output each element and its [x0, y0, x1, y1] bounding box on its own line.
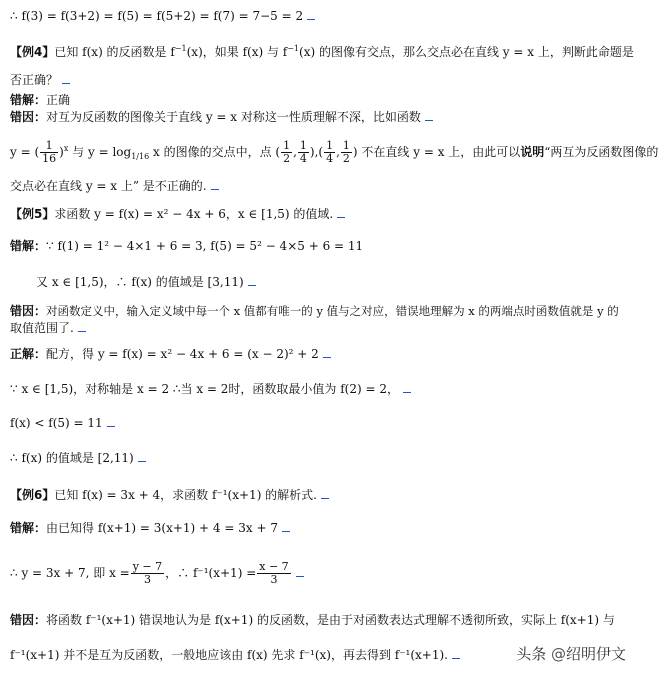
- point-frac: [281, 140, 292, 165]
- cursor-mark: [248, 275, 256, 286]
- f3-result-text: ∴ f(3) = f(3+2) = f(5) = f(5+2) = f(7) = 7−5 = 2: [10, 9, 304, 23]
- ex4-cause-line: [10, 109, 433, 125]
- ex5-right-3: f(x) < f(5) = 11: [10, 416, 103, 430]
- frac-num: 1: [342, 139, 350, 152]
- watermark-at: @: [550, 645, 566, 663]
- ex6-cause-line2: [10, 647, 460, 663]
- ex5-wrong-1: ∵ f(1) = 1² − 4×1 + 6 = 3, f(5) = 5² − 4×5 + 6 = 11: [46, 239, 364, 253]
- c2-text: 交点必在直线 y = x 上” 是不正确的.: [10, 179, 207, 193]
- frac-den: 16: [42, 152, 57, 165]
- ex6-wrong-2-pre: ∴ y = 3x + 7, 即 x =: [10, 566, 130, 580]
- ex5-right-line: [10, 346, 331, 362]
- frac-num: 1: [299, 139, 307, 152]
- ex6-wrong-2-mid: ，∴ f⁻¹(x+1) =: [165, 566, 257, 580]
- cursor-mark: [211, 179, 219, 190]
- ex4-q-part3: (x) 的图像有交点，那么交点必在直线 y = x 上，判断此命题是: [299, 45, 634, 59]
- frac-den: 3: [143, 573, 151, 586]
- c1-and: 与 y = log: [68, 145, 132, 159]
- ex4-tag: 【例4】: [10, 45, 55, 59]
- ex6-cause-2: f⁻¹(x+1) 并不是互为反函数，一般地应该由 f(x) 先求 f⁻¹(x)，再去得到 f⁻¹(x+1).: [10, 648, 448, 662]
- fraction-y-minus-7: [131, 561, 164, 586]
- point-frac: [298, 140, 309, 165]
- ex4-cause-label: 错因：: [10, 110, 47, 124]
- ex6-wrong-line: [10, 520, 290, 536]
- ex4-question-line1: 【例4】已知 f(x) 的反函数是 $f^{-1}(x)$，如果 f(x) 与 $f^{-1}(x)$ 的图像有交点，那么交点必在直线 y = x 上，判断此命题是: [10, 44, 634, 59]
- ex4-wrong-text: 正确: [46, 93, 71, 107]
- cursor-mark: [138, 451, 146, 462]
- cursor-mark: [452, 648, 460, 659]
- point-frac: [324, 140, 335, 165]
- cursor-mark: [107, 416, 115, 427]
- cursor-mark: [62, 73, 70, 84]
- ex5-right-line4: [10, 450, 146, 466]
- ex6-wrong-line2: [10, 558, 304, 588]
- c1-exponent: x: [63, 144, 69, 153]
- ex5-cause-2: 取值范围了.: [10, 321, 74, 335]
- ex6-wrong-1: 由已知得 f(x+1) = 3(x+1) + 4 = 3x + 7: [46, 521, 278, 535]
- ex4-counterexample-line: y = ( $\frac{1}{16}$ )$^x$ 与 $y = \log_{1/16} x$ 的图像的交点中，点 ( $\frac{1}{2}$ , $\frac{1}{4}$ ),( $\frac{1}{4}$ , $\frac{1}{2}$ ) 不在直线 y = x 上，由此可以说明“两互为反函数图像的: [10, 139, 658, 165]
- ex6-cause-label: 错因：: [10, 613, 47, 627]
- ex5-right-1: 配方，得 y = f(x) = x² − 4x + 6 = (x − 2)² + 2: [46, 347, 319, 361]
- frac-den: 2: [342, 152, 350, 165]
- frac-den: 3: [270, 573, 278, 586]
- ex5-tag: 【例5】: [10, 207, 55, 221]
- c1-pre: y = (: [10, 145, 40, 159]
- ex4-q-part4: 否正确？: [10, 73, 59, 87]
- cursor-mark: [403, 382, 411, 393]
- ex6-question: 已知 f(x) = 3x + 4，求函数 f⁻¹(x+1) 的解析式.: [54, 488, 318, 502]
- ex5-wrong-label: 错解：: [10, 239, 47, 253]
- frac-den: 4: [299, 152, 307, 165]
- ex6-question-line: [10, 487, 329, 503]
- ex4-counterexample-line2: [10, 178, 219, 194]
- ex5-cause-line2: [10, 320, 86, 336]
- ex4-question-line2: [10, 72, 70, 88]
- c1-post: x 的图像的交点中，点 (: [149, 145, 281, 159]
- ex5-right-2: ∵ x ∈ [1,5)，对称轴是 x = 2 ∴当 x = 2时，函数取最小值为 f(2) = 2，: [10, 382, 399, 396]
- cursor-mark: [425, 110, 433, 121]
- frac-num: 1: [283, 139, 291, 152]
- watermark-brand: 头条: [516, 645, 547, 663]
- ex4-wrong-line: [10, 92, 70, 108]
- c1-mid: ): [59, 145, 64, 159]
- frac-den: 2: [283, 152, 291, 165]
- ex6-cause-1: 将函数 f⁻¹(x+1) 错误地认为是 f(x+1) 的反函数，是由于对函数表达式理解不透彻所致，实际上 f(x+1) 与: [46, 613, 615, 627]
- cursor-mark: [296, 566, 304, 577]
- ex6-tag: 【例6】: [10, 488, 55, 502]
- ex6-wrong-label: 错解：: [10, 521, 47, 535]
- ex5-right-line3: [10, 415, 115, 431]
- ex5-right-line2: [10, 381, 411, 397]
- c1-bold: 说明: [520, 145, 545, 159]
- ex5-cause-label: 错因：: [10, 304, 47, 318]
- fraction-x-minus-7: [257, 561, 290, 586]
- log-base: 1/16: [131, 152, 150, 161]
- ex5-right-4: ∴ f(x) 的值域是 [2,11): [10, 451, 134, 465]
- ex6-cause-line: [10, 612, 615, 628]
- cursor-mark: [78, 321, 86, 332]
- watermark-author: 绍明伊文: [565, 645, 626, 663]
- ex4-wrong-label: 错解：: [10, 93, 47, 107]
- ex5-cause-1: 对函数定义中，输入定义域中每一个 x 值都有唯一的 y 值与之对应，错误地理解为 x 的两端点时函数值就是 y 的: [46, 304, 619, 318]
- cursor-mark: [307, 9, 315, 20]
- c1-quote: “两互为反函数图像的: [544, 145, 658, 159]
- frac-num: x − 7: [259, 560, 289, 573]
- ex4-q-part2: (x)，如果 f(x) 与 f: [186, 45, 288, 59]
- cursor-mark: [323, 347, 331, 358]
- ex5-right-label: 正解：: [10, 347, 47, 361]
- ex5-wrong-line: [10, 238, 363, 254]
- ex5-question: 求函数 y = f(x) = x² − 4x + 6，x ∈ [1,5) 的值域.: [54, 207, 334, 221]
- ex5-wrong-2: 又 x ∈ [1,5)，∴ f(x) 的值域是 [3,11): [36, 275, 244, 289]
- frac-num: y − 7: [132, 560, 163, 573]
- frac-den: 4: [326, 152, 334, 165]
- frac-num: 1: [40, 140, 58, 153]
- cursor-mark: [337, 207, 345, 218]
- cursor-mark: [321, 488, 329, 499]
- cursor-mark: [282, 521, 290, 532]
- ex5-cause-line: [10, 303, 619, 319]
- frac-num: 1: [326, 139, 334, 152]
- point-frac: [341, 140, 352, 165]
- fraction-1-16: [40, 140, 58, 165]
- c1-tail: ) 不在直线 y = x 上，由此可以: [352, 145, 521, 159]
- watermark: [516, 643, 626, 664]
- ex4-q-part1: 已知 f(x) 的反函数是 f: [54, 45, 175, 59]
- ex5-question-line: [10, 206, 345, 222]
- line-f3-result: [10, 8, 315, 24]
- ex4-cause-text: 对互为反函数的图像关于直线 y = x 对称这一性质理解不深，比如函数: [46, 110, 421, 124]
- ex5-wrong-line2: [36, 274, 256, 290]
